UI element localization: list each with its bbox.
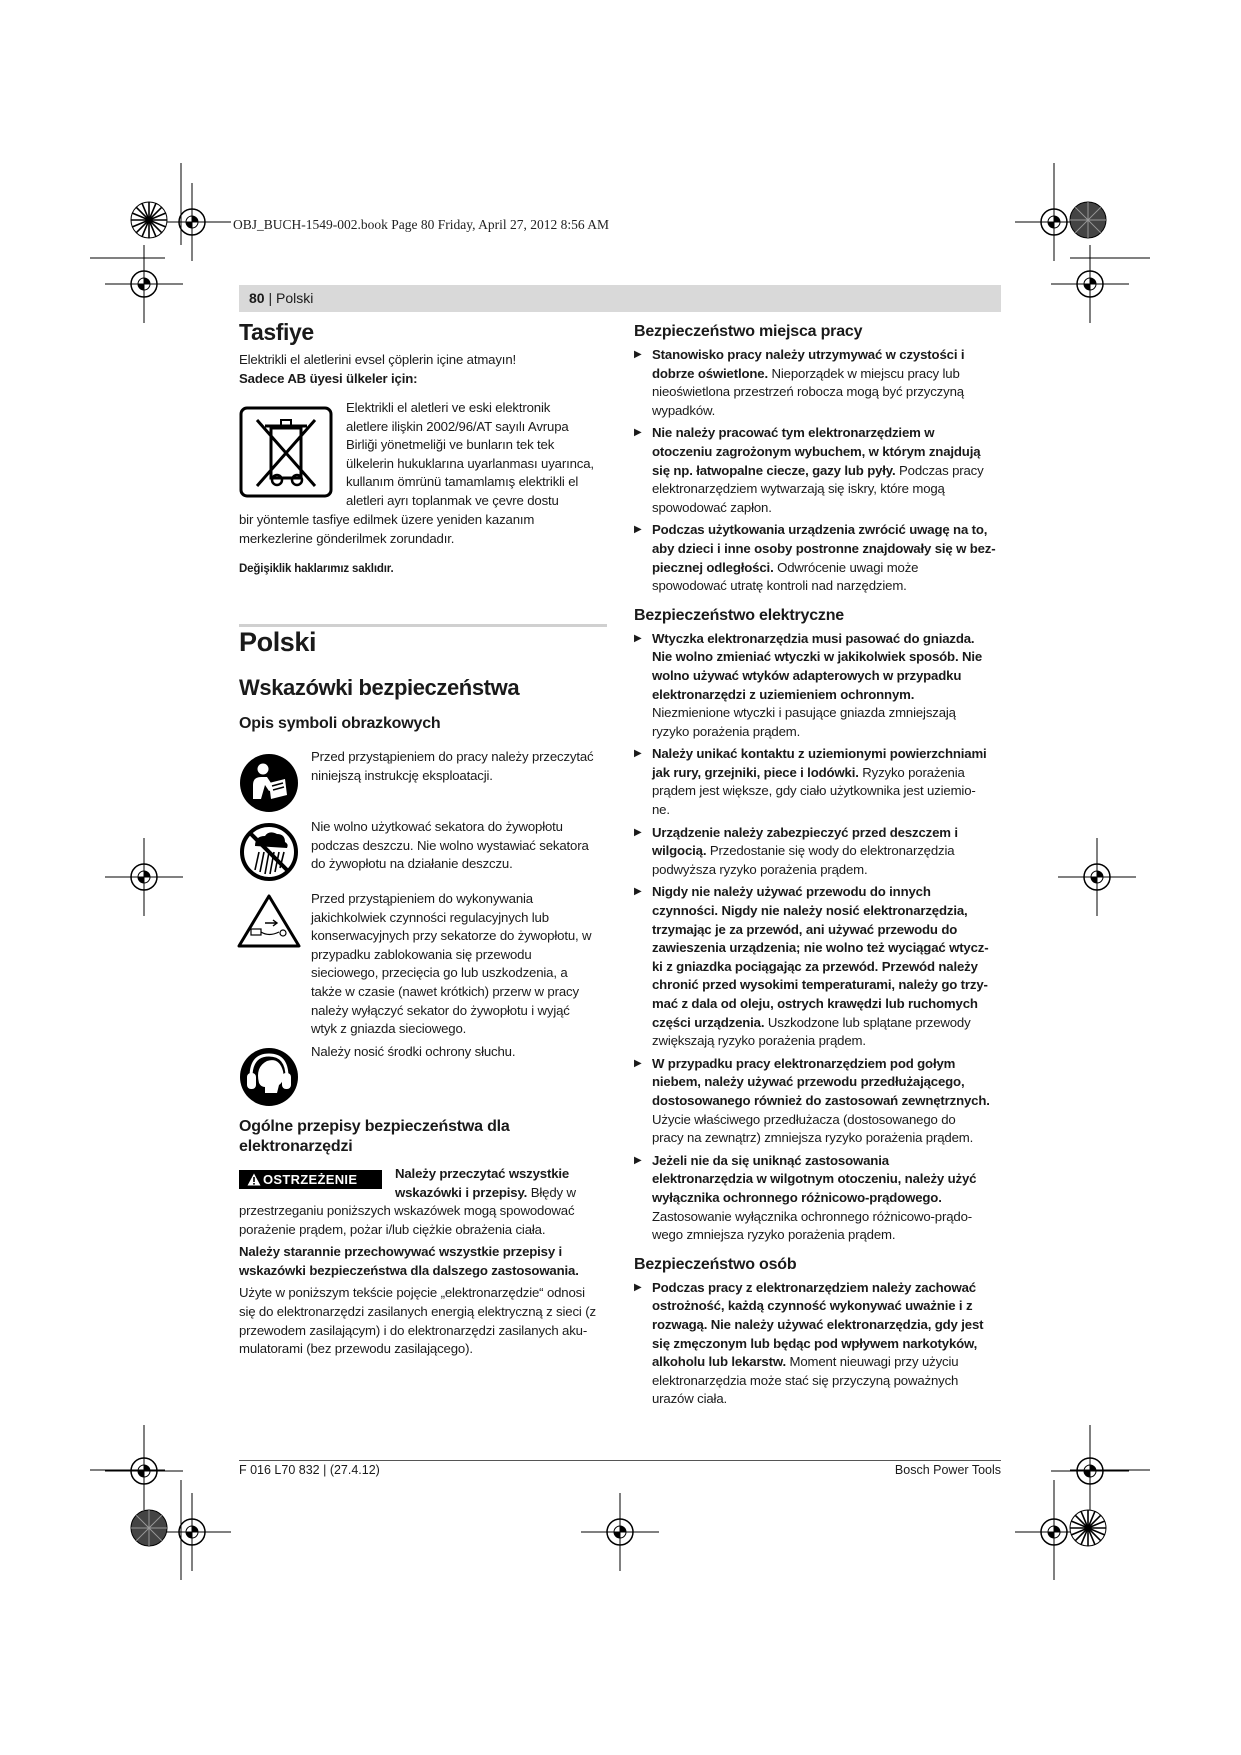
read-manual-icon [239, 753, 299, 813]
bullet-bold-text: wilgocią. [652, 843, 707, 859]
bullet-bold-text: alkoholu lub lekarstw. [652, 1354, 786, 1370]
bullet-bold-text: wolno używać wtyków adapterowych w przypadku [652, 667, 962, 683]
right-column [634, 322, 1002, 1409]
header-language: Polski [276, 290, 314, 306]
bullet-text: Uszkodzone lub splątane przewody [764, 1014, 971, 1030]
bullet-text: elektronarzędziem wytwarzają się iskry, które mogą [652, 481, 945, 497]
star-target-icon [1069, 1509, 1107, 1547]
footer-brand: Bosch Power Tools [894, 1463, 1001, 1477]
symbol-line: należy wyłączyć sekator do żywopłotu i wyjąć [311, 1002, 570, 1018]
term-line: mulatorami (bez przewodu zasilającego). [239, 1341, 473, 1357]
symbol-line: konserwacyjnych przy sekatorze do żywopłotu, w [311, 928, 592, 944]
term-line: się do elektronarzędzi zasilanych energią elektryczną z sieci (z [239, 1303, 596, 1319]
symbol-line: przypadku zablokowania się przewodu [311, 946, 532, 962]
tasfiye-tail [239, 511, 607, 579]
bullet-bold-text: Wtyczka elektronarzędzia musi pasować do gniazda. [652, 630, 975, 646]
workplace-title: Bezpieczeństwo miejsca pracy [634, 323, 863, 340]
warning-badge [239, 1170, 382, 1189]
star-target-icon [1069, 201, 1107, 239]
keep-instructions-line: wskazówki bezpieczeństwa dla dalszego zastosowania. [239, 1262, 579, 1278]
symbol-line: sieciowego, przecięcia go lub uszkodzenia, a [311, 965, 568, 981]
tasfiye-title: Tasfiye [239, 319, 314, 345]
bullet-bold-text: mać z dala od oleju, ostrych krawędzi lub ruchomych [652, 996, 978, 1011]
bullet-bold-text: zawieszenia urządzenia; nie wolno też wyciągać wtycz- [652, 940, 989, 956]
bullet-text: Nieporządek w miejscu pracy lub [768, 365, 960, 381]
rights-reserved: Değişiklik haklarımız saklıdır. [239, 563, 394, 576]
bullet-text: prądem jest większe, gdy ciało użytkownika jest uziemio- [652, 783, 976, 799]
header-separator: | [264, 290, 276, 306]
bullet-bold-text: ki z gniazdka pociągając za przewód. Przewód należy [652, 958, 978, 974]
symbol-line: do żywopłotu na działanie deszczu. [311, 856, 513, 872]
electrical-title: Bezpieczeństwo elektryczne [634, 606, 844, 624]
bullet-text: spowodować utratę kontroli nad narzędziem. [652, 578, 907, 594]
bullet-text: wego zmniejsza ryzyko porażenia prądem. [652, 1227, 896, 1243]
bullet-bold-text: piecznej odległości. [652, 559, 774, 575]
bullet-text: nieoświetlona przestrzeń robocza mogą być przyczyną [652, 384, 964, 400]
symbol-text [311, 748, 611, 785]
registration-crosshair-icon [105, 245, 183, 323]
bullet-text: zwiększają ryzyko porażenia prądem. [652, 1033, 866, 1049]
term-line: przewodem zasilającym) i do elektronarzędzi zasilanych aku- [239, 1322, 588, 1338]
tasfiye-tail-line: merkezlerine gönderilmek zorundadır. [239, 530, 455, 546]
symbol-line: wtyk z gniazda sieciowego. [311, 1021, 467, 1037]
bullet-bold-text: trzymając je za przewód, ani używać przewodu do [652, 921, 958, 937]
bullet-bold-text: Nie wolno zmieniać wtyczki w jakikolwiek sposób. Nie [652, 649, 983, 665]
star-target-icon [130, 1509, 168, 1547]
warning-line: przestrzeganiu poniższych wskazówek mogą spowodować [239, 1203, 575, 1218]
production-slug: OBJ_BUCH-1549-002.book Page 80 Friday, April 27, 2012 8:56 AM [233, 217, 610, 232]
bullet-bold-text: rozwagą. Nie należy używać elektronarzędzia, gdy jest [652, 1316, 984, 1332]
safety-bullet [634, 883, 1002, 1050]
page-number: 80 [249, 290, 265, 306]
symbol-line: także w czasie (nawet krótkich) przerw w pracy [311, 983, 579, 999]
bullet-text: Ryzyko porażenia [858, 764, 965, 780]
bullet-text: Przedostanie się wody do elektronarzędzia [706, 843, 955, 859]
bullet-bold-text: dostosowanego również do zastosowań zewnętrznych. [652, 1092, 990, 1108]
warning-bold-line: wskazówki i przepisy. [395, 1184, 528, 1200]
safety-bullet [634, 630, 1002, 742]
bullet-text: Użycie właściwego przedłużacza (dostosowanego do [652, 1111, 956, 1127]
safety-bullet [634, 424, 1002, 517]
tasfiye-line: aletleri ayrı toplanmak ve çevre dostu [346, 492, 559, 508]
bullet-text: pracy na zewnątrz) zmniejsza ryzyko porażenia prądem. [652, 1130, 974, 1146]
bullet-text: Odwrócenie uwagi może [773, 559, 919, 575]
safety-bullet [634, 346, 1002, 420]
bullet-bold-text: W przypadku pracy elektronarzędziem pod gołym [652, 1055, 956, 1071]
bullet-bold-text: dobrze oświetlone. [652, 365, 769, 381]
bullet-text: Zastosowanie wyłącznika ochronnego różnicowo-prądo- [652, 1208, 973, 1224]
warning-rest: Błędy w [527, 1184, 576, 1200]
registration-crosshair-icon [1058, 838, 1136, 916]
no-rain-icon [239, 822, 299, 882]
bullet-bold-text: otoczeniu zagrożonym wybuchem, w którym znajdują [652, 443, 981, 459]
bullet-bold-text: niebem, należy używać przewodu przedłużającego, [652, 1074, 965, 1090]
footer-doc-id: F 016 L70 832 | (27.4.12) [239, 1463, 380, 1477]
symbols-title: Opis symboli obrazkowych [239, 715, 441, 732]
registration-crosshair-icon [105, 838, 183, 916]
keep-instructions-line: Należy starannie przechowywać wszystkie przepisy i [239, 1244, 563, 1260]
bullet-text: Moment nieuwagi przy użyciu [785, 1354, 959, 1370]
safety-title: Wskazówki bezpieczeństwa [239, 675, 520, 700]
bullet-text: ne. [652, 802, 670, 818]
safety-bullet [634, 1279, 1002, 1409]
symbol-line: Przed przystąpieniem do pracy należy przeczytać [311, 749, 594, 764]
symbol-line: Należy nosić środki ochrony słuchu. [311, 1044, 516, 1059]
bullet-bold-text: Jeżeli nie da się uniknąć zastosowania [652, 1152, 889, 1168]
tasfiye-line: aletlere ilişkin 2002/96/AT sayılı Avrupa [346, 418, 569, 434]
bullet-bold-text: elektronarzędzia w wilgotnym otoczeniu, należy użyć [652, 1171, 977, 1187]
bullet-bold-text: Nigdy nie należy używać przewodu do innych [652, 884, 931, 900]
personal-list [634, 1279, 1002, 1409]
star-target-icon [130, 201, 168, 239]
polski-title: Polski [239, 627, 317, 657]
tasfiye-tail-line: bir yöntemle tasfiye edilmek üzere yeniden kazanım [239, 512, 535, 527]
warning-line: porażenie prądem, pożar i/lub ciężkie obrażenia ciała. [239, 1221, 546, 1237]
warning-triangle-icon [247, 1173, 261, 1186]
hearing-protection-icon [239, 1047, 299, 1107]
bullet-bold-text: Należy unikać kontaktu z uziemionymi powierzchniami [652, 746, 987, 762]
warning-label: OSTRZEŻENIE [263, 1172, 358, 1187]
symbol-text [311, 890, 616, 1039]
warning-bold-line: Należy przeczytać wszystkie [395, 1166, 570, 1181]
bullet-bold-text: jak rury, grzejniki, piece i lodówki. [652, 764, 859, 780]
symbol-text [311, 1043, 611, 1062]
warning-body [239, 1202, 607, 1359]
bullet-bold-text: ostrożność, każdą czynność wykonywać uważnie i z [652, 1298, 973, 1314]
bullet-text: spowodować zapłon. [652, 499, 772, 515]
tasfiye-text-block [346, 399, 616, 511]
bullet-bold-text: Stanowisko pracy należy utrzymywać w czystości i [652, 347, 965, 362]
polski-section [239, 626, 607, 734]
workplace-list [634, 346, 1002, 596]
term-line: Użyte w poniższym tekście pojęcie „elektronarzędzie“ odnosi [239, 1285, 585, 1301]
bullet-text: urazów ciała. [652, 1391, 728, 1407]
bullet-bold-text: chronić przed wysokimi temperaturami, należy go trzy- [652, 977, 988, 993]
symbol-line: Nie wolno użytkować sekatora do żywopłotu [311, 819, 563, 834]
bullet-bold-text: się np. łatwopalne ciecze, gazy lub pyły. [652, 462, 896, 478]
symbol-text [311, 818, 611, 874]
tasfiye-line: Elektrikli el aletleri ve eski elektronik [346, 400, 551, 415]
bullet-text: elektronarzędzia może stać się przyczyną poważnych [652, 1372, 959, 1388]
safety-bullet [634, 824, 1002, 880]
tasfiye-line: Birliği yönetmeliği ve bunların tek tek [346, 437, 555, 453]
bullet-text: wypadków. [652, 402, 716, 418]
general-rules-section [239, 1117, 607, 1157]
registration-crosshair-icon [581, 1493, 659, 1571]
bullet-bold-text: części urządzenia. [652, 1014, 765, 1030]
personal-title: Bezpieczeństwo osób [634, 1255, 797, 1273]
bullet-bold-text: się zmęczonym lub będąc pod wpływem narkotyków, [652, 1335, 978, 1351]
tasfiye-eu-only: Sadece AB üyesi ülkeler için: [239, 370, 418, 386]
bullet-bold-text: Nie należy pracować tym elektronarzędziem w [652, 425, 935, 441]
symbol-line: niniejszą instrukcję eksploatacji. [311, 767, 493, 783]
electrical-list [634, 630, 1002, 1245]
symbol-line: jakichkolwiek czynności regulacyjnych lub [311, 909, 549, 925]
bullet-bold-text: elektronarzędzi z uziemieniem ochronnym. [652, 686, 915, 702]
symbol-line: podczas deszczu. Nie wolno wystawiać sekatora [311, 837, 589, 853]
safety-bullet [634, 521, 1002, 595]
safety-bullet [634, 1152, 1002, 1245]
bullet-bold-text: czynności. Nigdy nie należy nosić elektronarzędzia, [652, 903, 968, 919]
tasfiye-section [239, 318, 607, 388]
general-title-line: Ogólne przepisy bezpieczeństwa dla [239, 1118, 510, 1135]
bullet-text: Niezmienione wtyczki i pasujące gniazda zmniejszają [652, 705, 956, 721]
page-header [239, 285, 1001, 312]
unplug-warning-icon [237, 893, 301, 949]
warning-heading [395, 1165, 610, 1202]
tasfiye-line: ülkelerin hukuklarına uyarlanması uyarınca, [346, 455, 594, 471]
crossed-bin-icon [239, 406, 333, 498]
bullet-bold-text: Podczas pracy z elektronarzędziem należy zachować [652, 1279, 976, 1295]
registration-crosshair-icon [1051, 245, 1129, 323]
general-title-line: elektronarzędzi [239, 1138, 353, 1155]
bullet-bold-text: wyłącznika ochronnego różnicowo-prądowego. [652, 1189, 942, 1205]
safety-bullet [634, 1055, 1002, 1148]
bullet-text: ryzyko porażenia prądem. [652, 723, 801, 739]
tasfiye-intro: Elektrikli el aletlerini evsel çöplerin içine atmayın! [239, 352, 517, 367]
symbol-line: Przed przystąpieniem do wykonywania [311, 891, 533, 906]
bullet-bold-text: aby dzieci i inne osoby postronne znajdowały się w bez- [652, 540, 996, 556]
safety-bullet [634, 745, 1002, 819]
bullet-text: podwyższa ryzyko porażenia prądem. [652, 861, 868, 877]
bullet-bold-text: Urządzenie należy zabezpieczyć przed deszczem i [652, 824, 958, 840]
bullet-text: Podczas pracy [895, 462, 984, 478]
footer-rule [239, 1460, 1001, 1461]
bullet-bold-text: Podczas użytkowania urządzenia zwrócić uwagę na to, [652, 522, 988, 538]
tasfiye-line: kullanım ömrünü tamamlamış elektrikli el [346, 474, 579, 490]
